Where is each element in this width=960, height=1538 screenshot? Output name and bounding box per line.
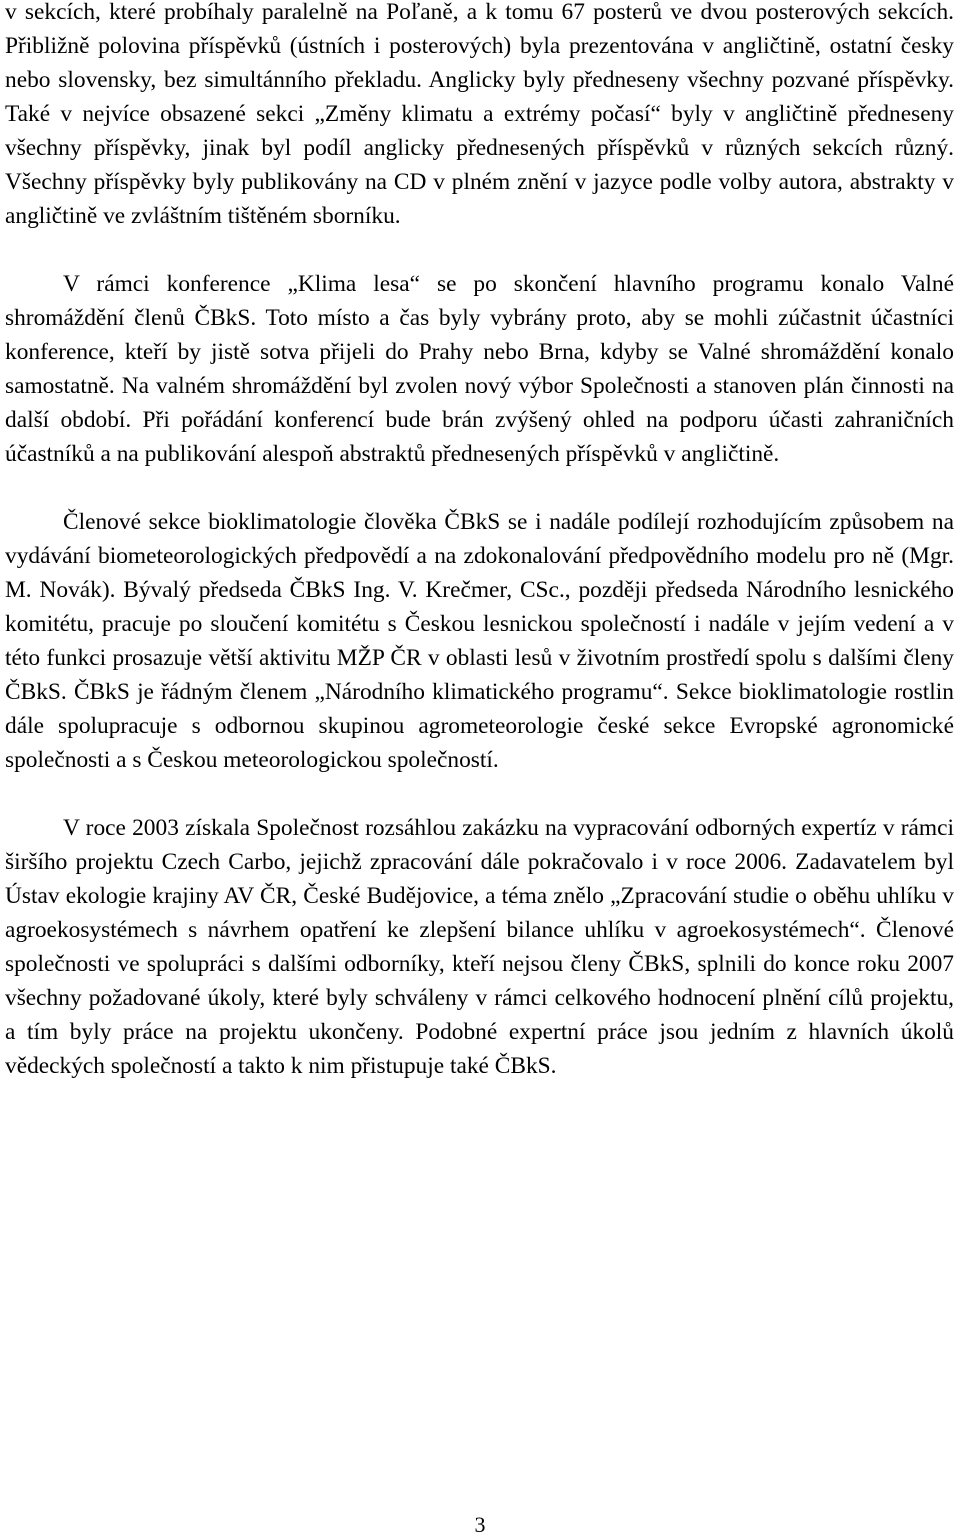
paragraph-sekce-bioklimatologie: Členové sekce bioklimatologie člověka ČBkS se i nadále podílejí rozhodujícím způsobem na vydávání biometeorologických předpovědí a na zdokonalování předpovědního modelu pro ně (Mgr. M. Novák). Bývalý předseda ČBkS Ing. V. Krečmer, CSc., později předseda Národního lesnického komitétu, pracuje po sloučení komitétu s Českou lesnickou společností i nadále v jejím vedení a v této funkci prosazuje větší aktivitu MŽP ČR v oblasti lesů v životním prostředí spolu s dalšími členy ČBkS. ČBkS je řádným členem „Národního klimatického programu“. Sekce bioklimatologie rostlin dále spolupracuje s odbornou skupinou agrometeorologie české sekce Evropské agronomické společnosti a s Českou meteorologickou společností. bbox=[5, 509, 954, 773]
paragraph-continuation: v sekcích, které probíhaly paralelně na Poľaně, a k tomu 67 posterů ve dvou posterových sekcích. Přibližně polovina příspěvků (ústních i posterových) byla prezentována v angličtině, ostatní česky nebo slovensky, bez simultánního překladu. Anglicky byly předneseny všechny pozvané příspěvky. Také v nejvíce obsazené sekci „Změny klimatu a extrémy počasí“ byly v angličtině předneseny všechny příspěvky, jinak byl podíl anglicky přednesených příspěvků v různých sekcích různý. Všechny příspěvky byly publikovány na CD v plném znění v jazyce podle volby autora, abstrakty v angličtině ve zvláštním tištěném sborníku. bbox=[5, 0, 954, 229]
paragraph-czech-carbo: V roce 2003 získala Společnost rozsáhlou zakázku na vypracování odborných expertíz v rámci širšího projektu Czech Carbo, jejichž zpracování dále pokračovalo i v roce 2006. Zadavatelem byl Ústav ekologie krajiny AV ČR, České Budějovice, a téma znělo „Zpracování studie o oběhu uhlíku v agroekosystémech s návrhem opatření ke zlepšení bilance uhlíku v agroekosystémech“. Členové společnosti ve spolupráci s dalšími odborníky, kteří nejsou členy ČBkS, splnili do konce roku 2007 všechny požadované úkoly, které byly schváleny v rámci celkového hodnocení plnění cílů projektu, a tím byly práce na projektu ukončeny. Podobné expertní práce jsou jedním z hlavních úkolů vědeckých společností a takto k nim přistupuje také ČBkS. bbox=[5, 815, 954, 1079]
document-body bbox=[5, 0, 954, 1117]
paragraph-konference-klima-lesa: V rámci konference „Klima lesa“ se po skončení hlavního programu konalo Valné shromáždění členů ČBkS. Toto místo a čas byly vybrány proto, aby se mohli zúčastnit účastníci konference, kteří by jistě sotva přijeli do Prahy nebo Brna, kdyby se Valné shromáždění konalo samostatně. Na valném shromáždění byl zvolen nový výbor Společnosti a stanoven plán činnosti na další období. Při pořádání konferencí bude brán zvýšený ohled na podporu účasti zahraničních účastníků a na publikování alespoň abstraktů přednesených příspěvků v angličtině. bbox=[5, 271, 954, 467]
page-number: 3 bbox=[474, 1512, 486, 1537]
